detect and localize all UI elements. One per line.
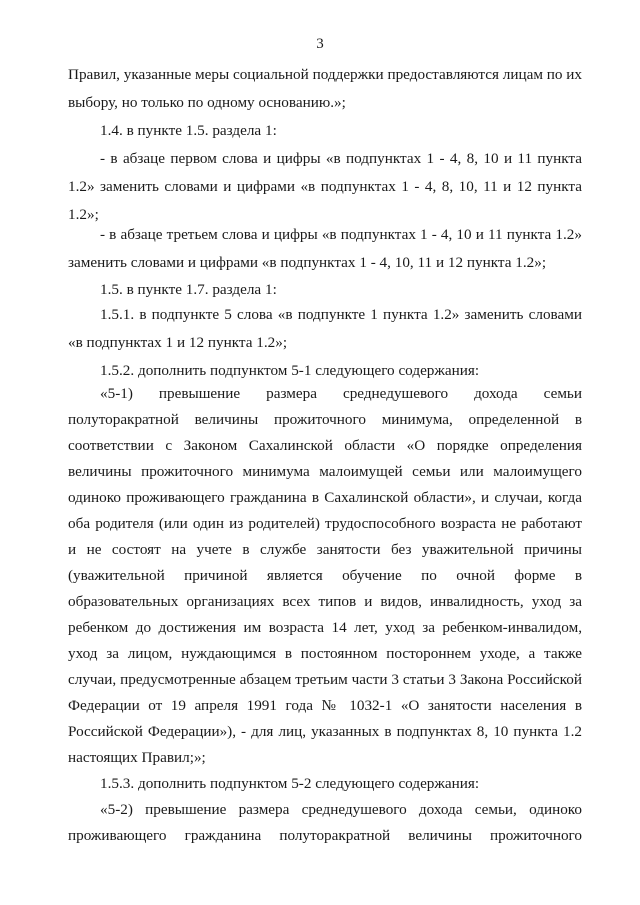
text-line: одиноко проживающего гражданина в Сахалинской области», и случаи, когда (68, 489, 582, 506)
text-line: (уважительной причиной является обучение по очной форме в (68, 567, 582, 584)
text-line: «в подпунктах 1 и 12 пункта 1.2»; (68, 334, 288, 351)
text-line: Правил, указанные меры социальной поддержки предоставляются лицам по их (68, 66, 582, 83)
text-line: настоящих Правил;»; (68, 749, 206, 766)
text-line: случаи, предусмотренные абзацем третьим части 3 статьи 3 Закона Российской (68, 671, 582, 688)
text-line: и не состоят на учете в службе занятости без уважительной причины (68, 541, 582, 558)
text-line: соответствии с Законом Сахалинской области «О порядке определения (68, 437, 582, 454)
text-line: 1.2» заменить словами и цифрами «в подпунктах 1 - 4, 8, 10, 11 и 12 пункта (68, 178, 582, 195)
text-line: Российской Федерации»), - для лиц, указанных в подпунктах 8, 10 пункта 1.2 (68, 723, 582, 740)
text-line: проживающего гражданина полуторакратной величины прожиточного (68, 827, 582, 844)
page-number: 3 (316, 36, 324, 52)
text-line: - в абзаце третьем слова и цифры «в подпунктах 1 - 4, 10 и 11 пункта 1.2» (100, 226, 582, 243)
text-line: 1.5. в пункте 1.7. раздела 1: (100, 281, 277, 298)
text-line: Федерации от 19 апреля 1991 года № 1032-1 «О занятости населения в (68, 697, 582, 714)
text-line: «5-2) превышение размера среднедушевого дохода семьи, одиноко (100, 801, 582, 818)
text-line: 1.5.3. дополнить подпунктом 5-2 следующего содержания: (100, 775, 480, 792)
text-line: 1.2»; (68, 206, 99, 223)
text-line: 1.5.1. в подпункте 5 слова «в подпункте 1 пункта 1.2» заменить словами (100, 306, 582, 323)
text-line: 1.5.2. дополнить подпунктом 5-1 следующего содержания: (100, 362, 480, 379)
text-line: «5-1) превышение размера среднедушевого дохода семьи (100, 385, 582, 402)
text-line: полуторакратной величины прожиточного минимума, определенной в (68, 411, 582, 428)
text-line: заменить словами и цифрами «в подпунктах 1 - 4, 10, 11 и 12 пункта 1.2»; (68, 254, 547, 271)
text-line: величины прожиточного минимума малоимущей семьи или малоимущего (68, 463, 582, 480)
text-line: оба родителя (или один из родителей) трудоспособного возраста не работают (68, 515, 582, 532)
text-line: - в абзаце первом слова и цифры «в подпунктах 1 - 4, 8, 10 и 11 пункта (100, 150, 582, 167)
text-line: 1.4. в пункте 1.5. раздела 1: (100, 122, 277, 139)
text-line: образовательных организациях всех типов и видов, инвалидность, уход за (68, 593, 582, 610)
text-line: выбору, но только по одному основанию.»; (68, 94, 346, 111)
text-line: ребенком до достижения им возраста 14 лет, уход за ребенком-инвалидом, (68, 619, 582, 636)
text-line: уход за лицом, нуждающимся в постоянном постороннем уходе, а также (68, 645, 582, 662)
